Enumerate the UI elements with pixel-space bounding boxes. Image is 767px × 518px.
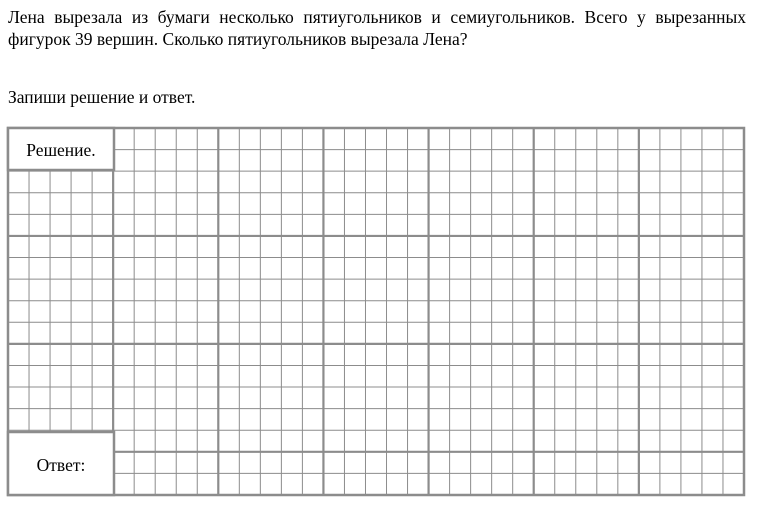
problem-text: Лена вырезала из бумаги несколько пятиугольников и семиугольников. Всего у вырезанных фигурок 39 вершин. Сколько пятиугольников вырезала Лена? bbox=[8, 7, 746, 49]
instruction-text: Запиши решение и ответ. bbox=[8, 87, 196, 107]
solution-label: Решение. bbox=[26, 140, 96, 160]
grid-border bbox=[8, 128, 744, 495]
answer-label: Ответ: bbox=[36, 455, 86, 475]
grid-lines bbox=[8, 128, 744, 495]
